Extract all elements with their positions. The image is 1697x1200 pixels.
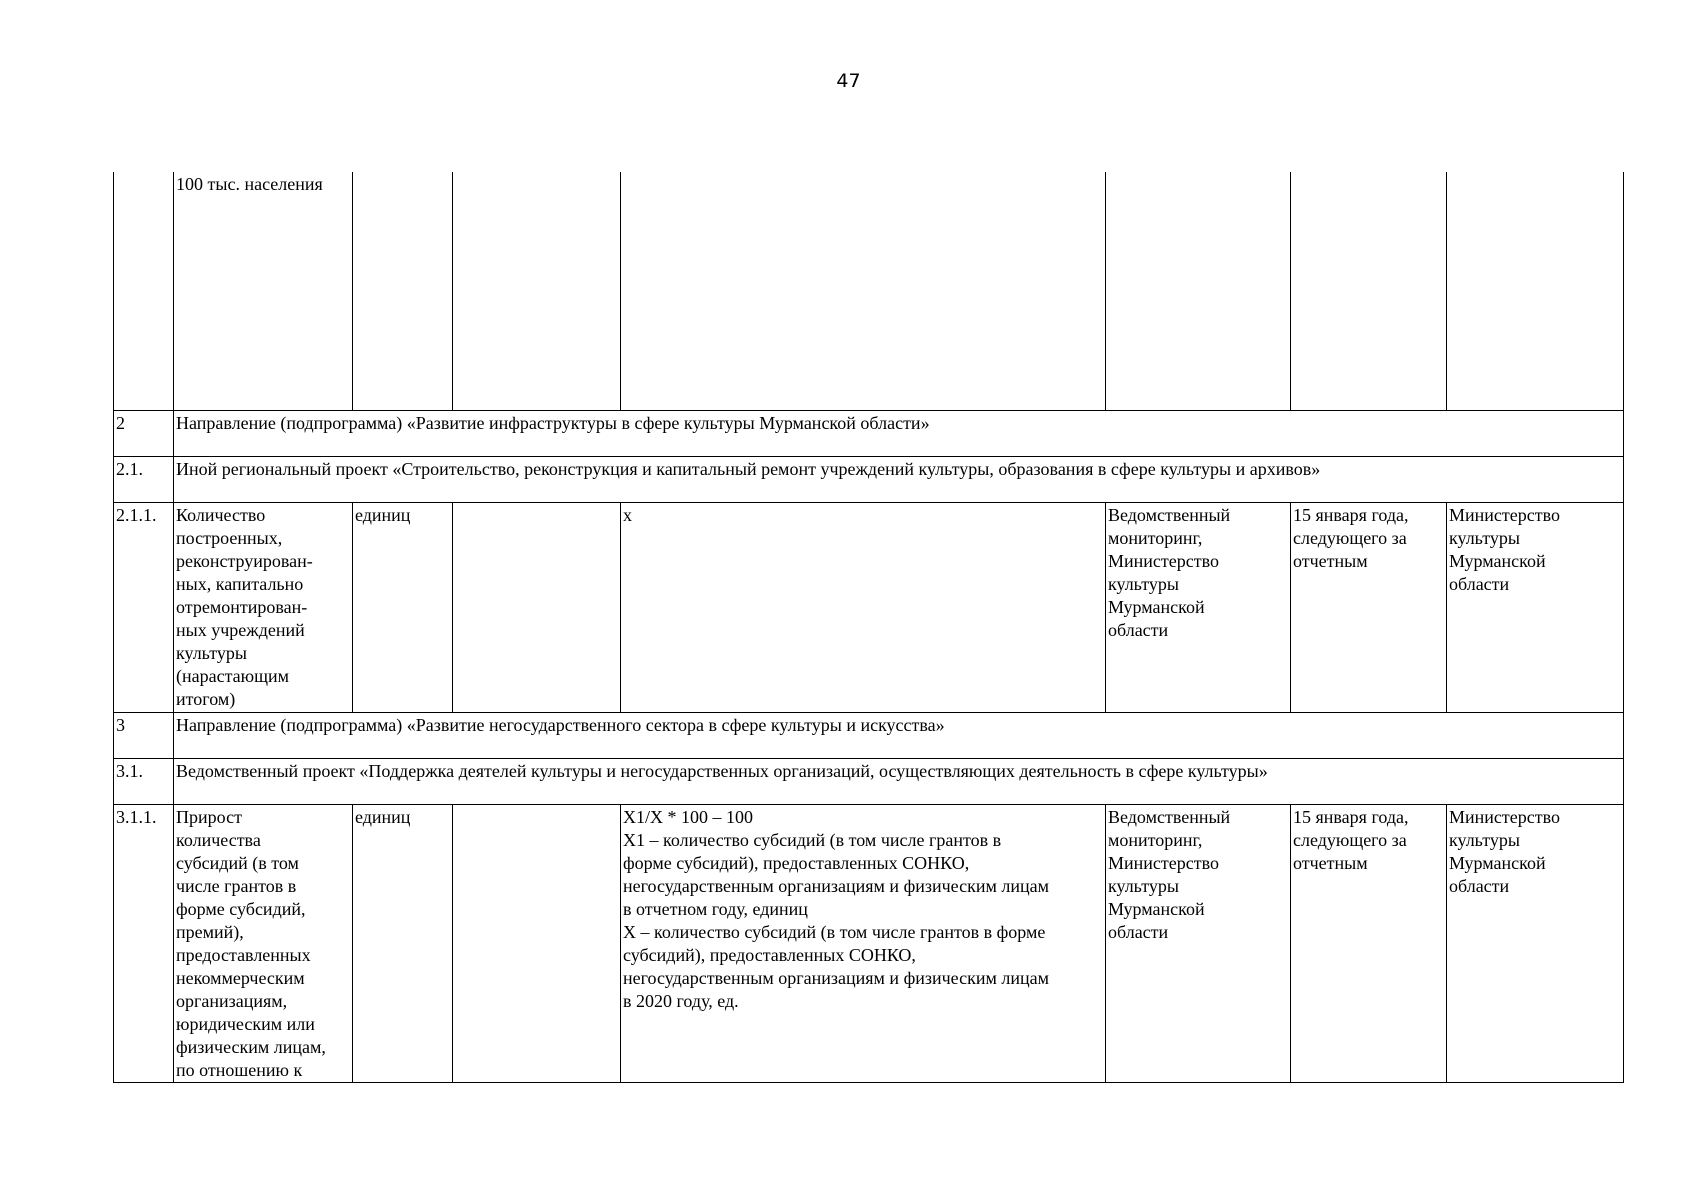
section-number: 3.1.	[114, 758, 174, 804]
text-line: Прирост	[176, 806, 242, 827]
table-row-continuation	[114, 172, 1624, 410]
text-line: области	[1108, 619, 1169, 640]
text-line: отчетным	[1293, 550, 1368, 571]
text-line: физическим лицам,	[176, 1036, 326, 1057]
section-row-3	[114, 712, 1624, 758]
text-line: х	[623, 504, 632, 525]
section-row-2	[114, 410, 1624, 456]
text-line: отчетным	[1293, 852, 1368, 873]
section-title: Ведомственный проект «Поддержка деятелей культуры и негосударственных организаций, осуществляющих деятельность в сфере культуры»	[174, 758, 1624, 804]
text-line: Количество	[176, 504, 266, 525]
text-line: числе грантов в	[176, 875, 297, 896]
section-row-2-1	[114, 456, 1624, 502]
table-row-3-1-1	[114, 804, 1624, 1082]
text-line: Мурманской	[1108, 898, 1205, 919]
text-line: мониторинг,	[1108, 527, 1203, 548]
text-line: предоставленных	[176, 944, 311, 965]
text-line: негосударственным организациям и физическим лицам	[623, 967, 1049, 988]
text-line: ных, капитально	[176, 573, 304, 594]
section-number: 2.1.	[114, 456, 174, 502]
cell-unit: единиц	[353, 502, 453, 712]
cell-formula	[621, 804, 1106, 1082]
cell-unit	[353, 172, 453, 410]
cell-formula	[621, 502, 1106, 712]
text-line: реконструирован-	[176, 550, 313, 571]
cell-indicator-name	[174, 502, 353, 712]
text-line: области	[1449, 875, 1510, 896]
text-line: культуры	[176, 642, 247, 663]
section-title: Направление (подпрограмма) «Развитие инфраструктуры в сфере культуры Мурманской области»	[174, 410, 1624, 456]
text-line: юридическим или	[176, 1013, 315, 1034]
cell-date	[1291, 502, 1447, 712]
text-line: ных учреждений	[176, 619, 305, 640]
cell-indicator-name: 100 тыс. населения	[174, 172, 353, 410]
text-line: Мурманской	[1449, 852, 1546, 873]
text-line: X1/X * 100 – 100	[623, 806, 753, 827]
cell-empty	[453, 804, 621, 1082]
section-number: 2	[114, 410, 174, 456]
cell-responsible	[1447, 172, 1624, 410]
cell-source	[1106, 804, 1291, 1082]
cell-responsible	[1447, 502, 1624, 712]
text-line: отремонтирован-	[176, 596, 308, 617]
section-row-3-1	[114, 758, 1624, 804]
cell-date	[1291, 804, 1447, 1082]
text-line: культуры	[1108, 573, 1179, 594]
text-line: следующего за	[1293, 527, 1407, 548]
section-title: Иной региональный проект «Строительство, реконструкция и капитальный ремонт учреждений культуры, образования в сфере культуры и архивов»	[174, 456, 1624, 502]
cell-source	[1106, 502, 1291, 712]
page-number: 47	[836, 70, 861, 92]
text-line: количества	[176, 829, 261, 850]
text-line: 15 января года,	[1293, 504, 1409, 525]
text-line: премий),	[176, 921, 244, 942]
cell-number: 3.1.1.	[114, 804, 174, 1082]
cell-empty	[453, 172, 621, 410]
text-line: мониторинг,	[1108, 829, 1203, 850]
text-line: следующего за	[1293, 829, 1407, 850]
text-line: области	[1108, 921, 1169, 942]
text-line: организациям,	[176, 990, 288, 1011]
text-line: некоммерческим	[176, 967, 305, 988]
text-line: Ведомственный	[1108, 504, 1231, 525]
text-line: культуры	[1449, 527, 1520, 548]
table-row-2-1-1	[114, 502, 1624, 712]
cell-formula	[621, 172, 1106, 410]
cell-number: 2.1.1.	[114, 502, 174, 712]
text-line: Мурманской	[1449, 550, 1546, 571]
text-line: (нарастающим	[176, 665, 290, 686]
cell-responsible	[1447, 804, 1624, 1082]
text-line: Министерство	[1108, 852, 1219, 873]
cell-empty	[453, 502, 621, 712]
text-line: Ведомственный	[1108, 806, 1231, 827]
text-line: Министерство	[1449, 504, 1560, 525]
text-line: построенных,	[176, 527, 283, 548]
text-line: области	[1449, 573, 1510, 594]
text-line: X1 – количество субсидий (в том числе грантов в	[623, 829, 1002, 850]
text-line: субсидий (в том	[176, 852, 299, 873]
cell-indicator-name	[174, 804, 353, 1082]
text-line: по отношению к	[176, 1059, 303, 1080]
text-line: негосударственным организациям и физическим лицам	[623, 875, 1049, 896]
indicators-table	[113, 172, 1624, 1083]
text-line: Министерство	[1108, 550, 1219, 571]
cell-unit: единиц	[353, 804, 453, 1082]
cell-number	[114, 172, 174, 410]
cell-source	[1106, 172, 1291, 410]
text-line: в 2020 году, ед.	[623, 990, 739, 1011]
text-line: форме субсидий,	[176, 898, 306, 919]
section-number: 3	[114, 712, 174, 758]
text-line: Министерство	[1449, 806, 1560, 827]
text-line: форме субсидий), предоставленных СОНКО,	[623, 852, 970, 873]
cell-date	[1291, 172, 1447, 410]
text-line: Мурманской	[1108, 596, 1205, 617]
text-line: культуры	[1449, 829, 1520, 850]
text-line: в отчетном году, единиц	[623, 898, 808, 919]
text-line: субсидий), предоставленных СОНКО,	[623, 944, 916, 965]
text-line: итогом)	[176, 688, 236, 709]
text-line: X – количество субсидий (в том числе грантов в форме	[623, 921, 1046, 942]
text-line: 15 января года,	[1293, 806, 1409, 827]
text-line: культуры	[1108, 875, 1179, 896]
section-title: Направление (подпрограмма) «Развитие негосударственного сектора в сфере культуры и искусства»	[174, 712, 1624, 758]
